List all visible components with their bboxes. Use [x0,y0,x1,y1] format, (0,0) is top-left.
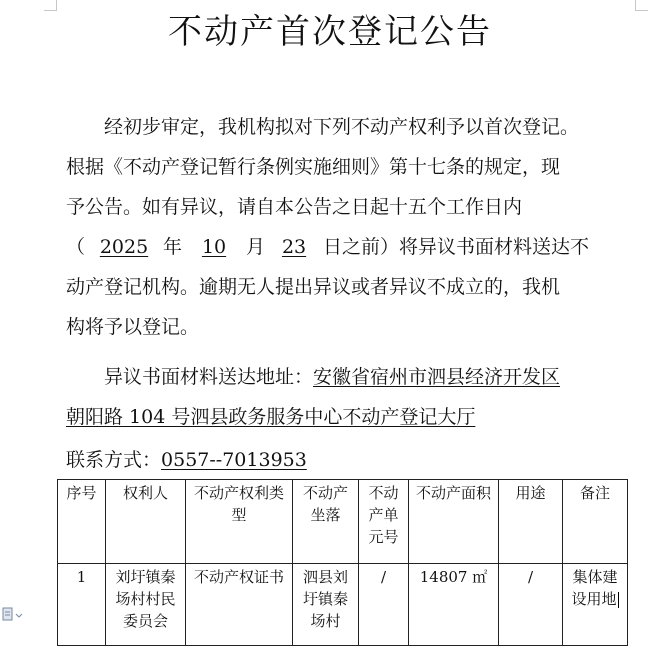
table-cell: / [499,564,563,646]
table-cell: 14807 ㎡ [409,564,499,646]
open-paren: （ [66,236,86,258]
table-cell: 泗县刘圩镇秦场村 [293,564,359,646]
contact-phone: 0557--7013953 [161,449,307,471]
contact-label: 联系方式： [66,449,162,471]
address-line-1 [66,357,626,397]
notice-line-1: 经初步审定，我机构拟对下列不动产权利予以首次登记。 [104,116,580,138]
header-cell: 不动产权利类型 [186,480,293,564]
year-field: 2025 [99,236,149,258]
header-cell: 不动产单元号 [359,480,409,564]
text-cursor [618,592,619,608]
table-cell: 1 [58,564,106,646]
document-options-glyph [2,606,24,622]
notice-line-4-rest: 日之前）将异议书面材料送达不 [323,236,590,258]
table-row [58,564,628,646]
address-paragraph [66,357,626,437]
notice-line-2: 根据《不动产登记暂行条例实施细则》第十七条的规定，现 [66,156,561,178]
header-cell: 权利人 [106,480,186,564]
table-cell: / [359,564,409,646]
table-cell-text: 集体建设用地 [571,568,618,608]
header-cell: 用途 [499,480,563,564]
header-cell: 不动产坐落 [293,480,359,564]
table-cell: 不动产权证书 [186,564,293,646]
month-field: 10 [201,236,227,258]
document-options-icon[interactable] [2,606,24,622]
contact-line [66,440,307,480]
notice-line-6: 构将予以登记。 [66,316,200,338]
notice-paragraph [66,107,626,347]
registration-table [57,479,628,646]
header-cell: 序号 [58,480,106,564]
address-label: 异议书面材料送达地址： [104,366,314,388]
year-unit: 年 [163,236,183,258]
notice-line-5: 动产登记机构。逾期无人提出异议或者异议不成立的，我机 [66,276,561,298]
address-value-part2: 朝阳路 104 号泗县政务服务中心不动产登记大厅 [66,406,476,428]
month-unit: 月 [246,236,266,258]
header-cell: 备注 [563,480,628,564]
header-cell: 不动产面积 [409,480,499,564]
table-header-row [58,480,628,564]
address-value-part1: 安徽省宿州市泗县经济开发区 [313,366,561,388]
table-cell: 刘圩镇秦场村村民委员会 [106,564,186,646]
notice-line-4 [66,227,626,267]
day-field: 23 [281,236,307,258]
table-cell-editing[interactable] [563,564,628,646]
document-title: 不动产首次登记公告 [168,12,492,52]
notice-line-3: 予公告。如有异议，请自本公告之日起十五个工作日内 [66,196,523,218]
address-line-2 [66,397,626,437]
